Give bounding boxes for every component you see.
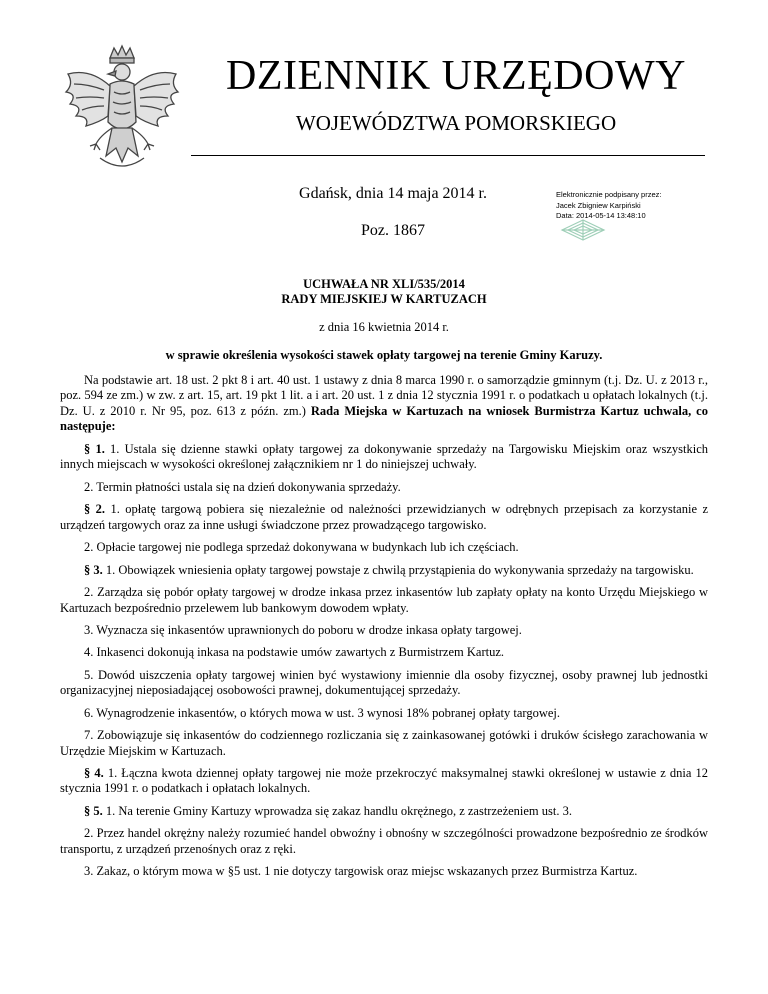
section-5-label: § 5.	[84, 803, 103, 818]
section-3-par-5: 5. Dowód uiszczenia opłaty targowej winien być wystawiony imiennie dla osoby fizycznej, osoby prawnej lub jednostki organizacyjnej nieposiadającej osobowości prawnej, dokumentującej sprzedaży.	[60, 667, 708, 698]
section-3-par-2: 2. Zarządza się pobór opłaty targowej w drodze inkasa przez inkasentów lub zapłaty opłaty na konto Urzędu Miejskiego w Kartuzach bezpośrednio przelewem lub bankowym dowodem wpłaty.	[60, 585, 708, 615]
journal-subtitle: WOJEWÓDZTWA POMORSKIEGO	[295, 111, 617, 135]
resolution-date: z dnia 16 kwietnia 2014 r.	[319, 320, 449, 334]
signature-mark-icon	[560, 218, 606, 242]
section-4-text-1: 1. Łączna kwota dziennej opłaty targowej nie może przekroczyć maksymalnej stawki określonej w ustawie z dnia 12 stycznia 1991 r. o podatkach i opłatach lokalnych.	[60, 766, 709, 796]
section-4-label: § 4.	[84, 766, 104, 780]
preamble	[60, 373, 708, 434]
section-2-par-1	[60, 502, 708, 533]
journal-title: DZIENNIK URZĘDOWY	[226, 53, 686, 99]
section-2-par-2: 2. Opłacie targowej nie podlega sprzedaż dokonywana w budynkach lub ich częściach.	[84, 540, 519, 555]
section-3-par-1	[60, 563, 708, 578]
position-number: Poz. 1867	[361, 222, 425, 239]
section-3-text-1: 1. Obowiązek wniesienia opłaty targowej powstaje z chwilą przystąpienia do wykonywania sprzedaży na targowisku.	[102, 562, 694, 577]
resolution-council: RADY MIEJSKIEJ W KARTUZACH	[281, 292, 487, 306]
section-3-label: § 3.	[84, 562, 103, 577]
place-date: Gdańsk, dnia 14 maja 2014 r.	[299, 185, 487, 202]
header-divider	[191, 155, 705, 156]
section-1-par-2: 2. Termin płatności ustala się na dzień dokonywania sprzedaży.	[84, 479, 401, 494]
resolution-subject: w sprawie określenia wysokości stawek opłaty targowej na terenie Gminy Karuzy.	[165, 348, 603, 362]
section-1-text-1: 1. Ustala się dzienne stawki opłaty targowej za dokonywanie sprzedaży na Targowisku Miejskim oraz wszystkich innych miejscach w wysokości określonej załącznikiem nr 1 do niniejszej uchwały.	[60, 442, 708, 472]
resolution-number: UCHWAŁA NR XLI/535/2014	[303, 277, 465, 291]
section-4-par-1	[60, 766, 708, 797]
section-1-label: § 1.	[84, 442, 105, 457]
section-2-text-1: 1. opłatę targową pobiera się niezależnie od należności przewidzianych w odrębnych przepisach za korzystanie z urządzeń targowych oraz za inne usługi świadczone przez prowadzącego targowisko.	[60, 502, 708, 532]
section-5-par-1	[60, 804, 708, 819]
signature-date: Data: 2014-05-14 13:48:10	[556, 211, 646, 220]
electronic-signature	[556, 190, 746, 222]
section-3-par-3: 3. Wyznacza się inkasentów uprawnionych do poboru w drodze inkasa opłaty targowej.	[84, 622, 522, 637]
resolution-body	[60, 373, 708, 887]
section-3-par-4: 4. Inkasenci dokonują inkasa na podstawie umów zawartych z Burmistrzem Kartuz.	[84, 645, 505, 660]
section-3-par-7: 7. Zobowiązuje się inkasentów do codziennego rozliczania się z zainkasowanej gotówki i druków ścisłego zarachowania w Urzędzie Miejskim w Kartuzach.	[60, 728, 708, 758]
section-1-par-1	[60, 442, 708, 473]
eagle-emblem-icon	[60, 44, 184, 184]
resolution-title	[100, 277, 668, 307]
section-5-par-2: 2. Przez handel okrężny należy rozumieć handel obwoźny i obnośny w szczególności prowadzone bezpośrednio ze środków transportu, z urządzeń przenośnych oraz z ręki.	[60, 826, 708, 856]
section-3-par-6: 6. Wynagrodzenie inkasentów, o których mowa w ust. 3 wynosi 18% pobranej opłaty targowej.	[84, 705, 561, 720]
signature-signer: Jacek Zbigniew Karpiński	[556, 200, 641, 210]
preamble-text: Na podstawie art. 18 ust. 2 pkt 8 i art. 40 ust. 1 ustawy z dnia 8 marca 1990 r. o samorządzie gminnym (t.j. Dz. U. z 2013 r., poz. 594 ze zm.) w zw. z art. 15, art. 19 pkt 1 lit. a i art. 20 ust. 1 z dnia 12 stycznia 1991 r. o podatkach u opłatach lokalnych (t.j. Dz. U. z 2010 r. Nr 95, poz. 613 z późn. zm.)	[60, 373, 708, 418]
section-5-text-1: 1. Na terenie Gminy Kartuzy wprowadza się zakaz handlu okrężnego, z zastrzeżeniem ust. 3.	[102, 803, 572, 818]
preamble-enacting: Rada Miejska w Kartuzach na wniosek Burmistrza Kartuz uchwala, co następuje:	[60, 403, 708, 433]
signature-caption: Elektronicznie podpisany przez:	[556, 190, 662, 199]
section-5-par-3: 3. Zakaz, o którym mowa w §5 ust. 1 nie dotyczy targowisk oraz miejsc wskazanych przez Burmistrza Kartuz.	[84, 864, 638, 879]
section-2-label: § 2.	[84, 502, 106, 517]
